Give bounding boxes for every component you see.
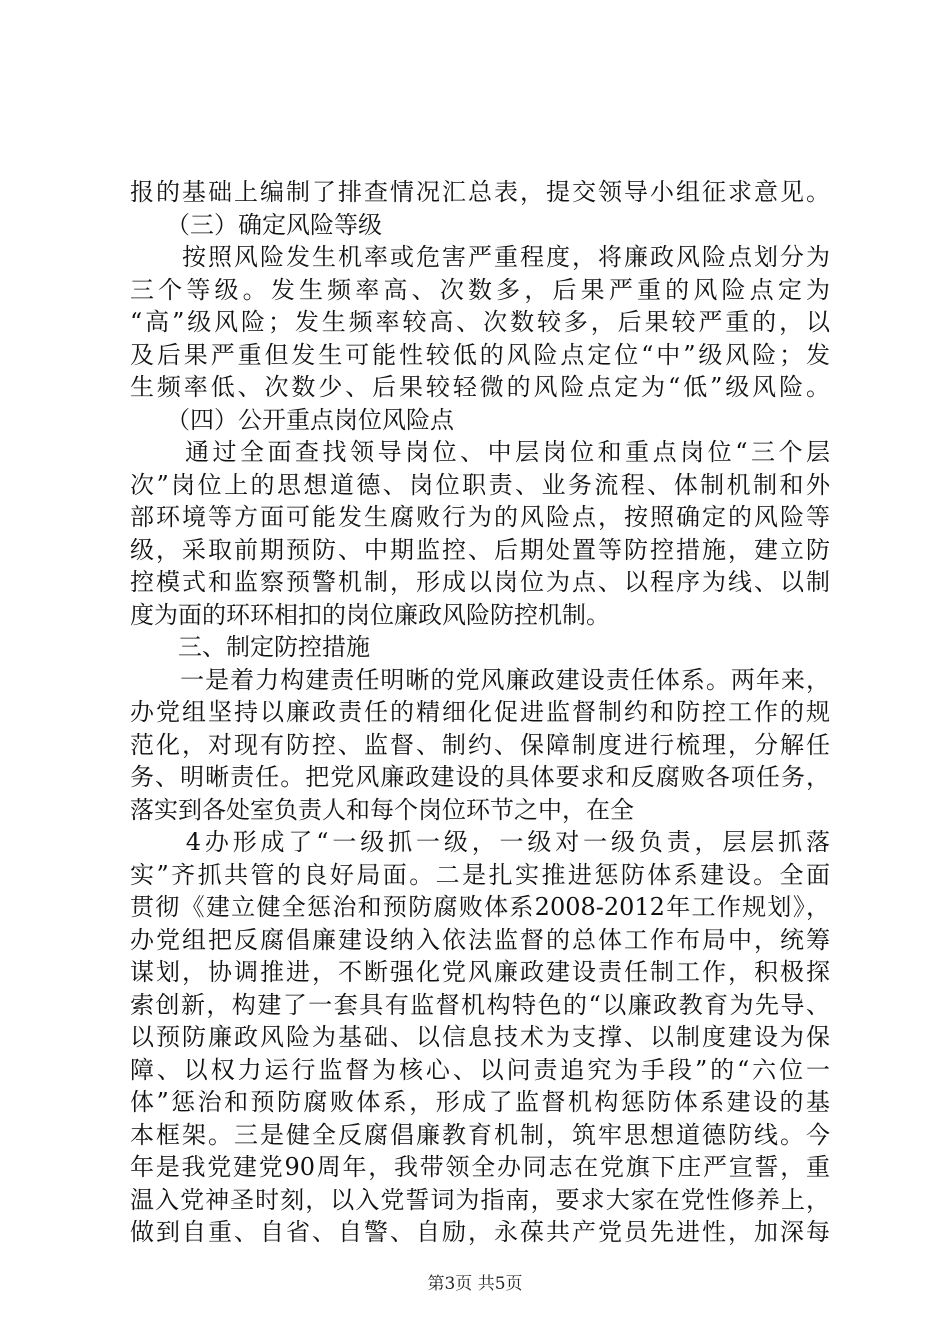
body-line: 次”岗位上的思想道德、岗位职责、业务流程、体制机制和外 [130,470,830,499]
body-line: 按照风险发生机率或危害严重程度，将廉政风险点划分为 [130,243,830,271]
section-heading: 三、制定防控措施 [130,633,370,661]
section-heading: （四）公开重点岗位风险点 [130,405,454,434]
body-line: 部环境等方面可能发生腐败行为的风险点，按照确定的风险等 [130,503,830,531]
body-line: 范化，对现有防控、监督、制约、保障制度进行梳理，分解任 [130,730,830,759]
body-line: 办党组把反腐倡廉建设纳入依法监督的总体工作布局中，统筹 [130,925,830,954]
body-line: 谋划，协调推进，不断强化党风廉政建设责任制工作，积极探 [130,958,830,986]
body-line: 务、明晰责任。把党风廉政建设的具体要求和反腐败各项任务， [130,763,830,791]
body-line: “高”级风险；发生频率较高、次数较多，后果较严重的，以 [130,308,830,336]
body-line: 本框架。三是健全反腐倡廉教育机制，筑牢思想道德防线。今 [130,1120,830,1149]
body-line: 一是着力构建责任明晰的党风廉政建设责任体系。两年来， [130,665,830,694]
body-line: 年是我党建党90周年，我带领全办同志在党旗下庄严宣誓，重 [130,1153,830,1181]
body-line: 通过全面查找领导岗位、中层岗位和重点岗位“三个层 [130,438,830,466]
page-number-footer: 第3页 共5页 [427,1274,523,1294]
body-line: 控模式和监察预警机制，形成以岗位为点、以程序为线、以制 [130,568,830,596]
body-line: 索创新，构建了一套具有监督机构特色的“以廉政教育为先导、 [130,990,830,1019]
body-line: 温入党神圣时刻，以入党誓词为指南，要求大家在党性修养上， [130,1185,830,1214]
body-line: 体”惩治和预防腐败体系，形成了监督机构惩防体系建设的基 [130,1088,830,1116]
body-line: 及后果严重但发生可能性较低的风险点定位“中”级风险；发 [130,340,830,369]
body-line: 做到自重、自省、自警、自励，永葆共产党员先进性，加深每 [130,1218,830,1246]
body-line: 级，采取前期预防、中期监控、后期处置等防控措施，建立防 [130,535,830,564]
section-heading: （三）确定风险等级 [130,210,382,239]
body-line: 生频率低、次数少、后果较轻微的风险点定为“低”级风险。 [130,373,830,401]
body-line: 落实到各处室负责人和每个岗位环节之中，在全 [130,795,634,824]
body-line: 障、以权力运行监督为核心、以问责追究为手段”的“六位一 [130,1055,830,1084]
body-line: 4办形成了“一级抓一级，一级对一级负责，层层抓落 [130,828,830,856]
body-line: 以预防廉政风险为基础、以信息技术为支撑、以制度建设为保 [130,1023,830,1051]
body-line: 三个等级。发生频率高、次数多，后果严重的风险点定为 [130,275,830,304]
body-line: 度为面的环环相扣的岗位廉政风险防控机制。 [130,600,610,629]
body-line: 贯彻《建立健全惩治和预防腐败体系2008-2012年工作规划》， [130,893,830,921]
body-line: 报的基础上编制了排查情况汇总表，提交领导小组征求意见。 [130,178,830,206]
body-line: 实”齐抓共管的良好局面。二是扎实推进惩防体系建设。全面 [130,860,830,889]
body-line: 办党组坚持以廉政责任的精细化促进监督制约和防控工作的规 [130,698,830,726]
